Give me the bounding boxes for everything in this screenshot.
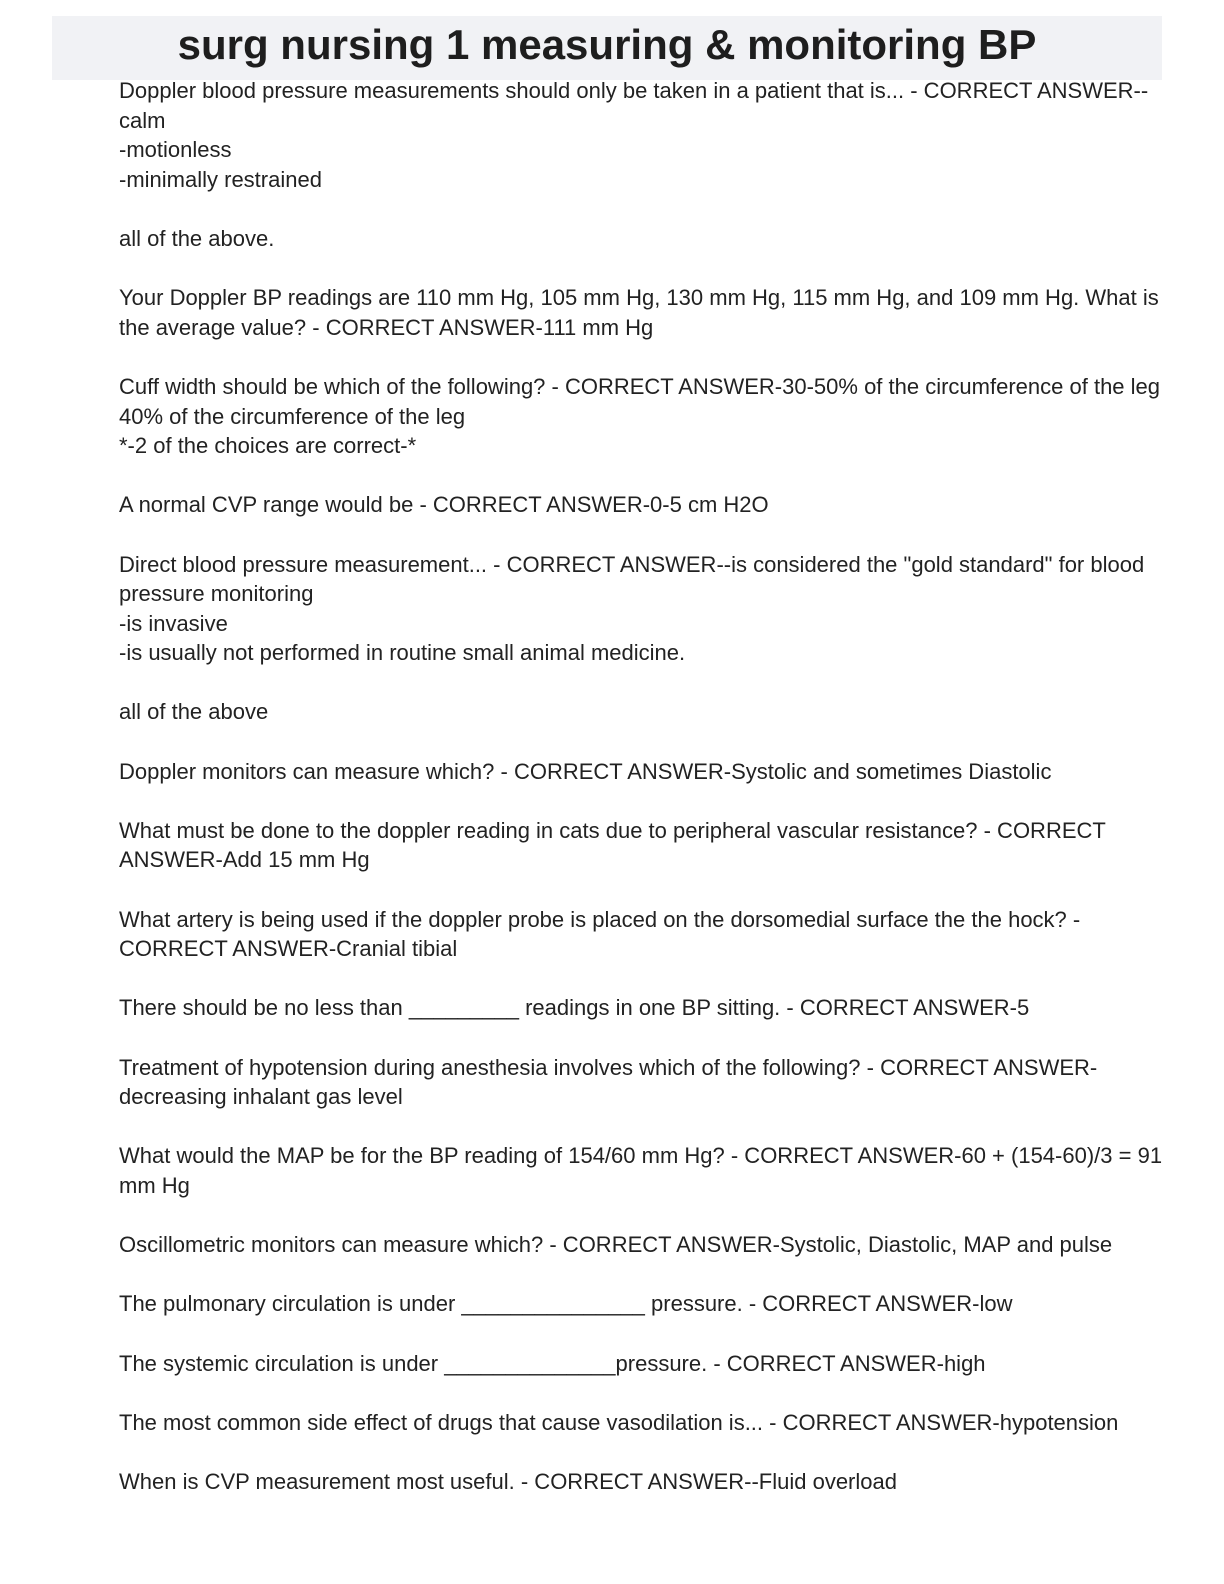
qa-paragraph: all of the above. bbox=[119, 225, 275, 251]
qa-paragraph: Your Doppler BP readings are 110 mm Hg, 105 mm Hg, 130 mm Hg, 115 mm Hg, and 109 mm Hg. What is the average value? - CORRECT ANSWER-111 mm Hg bbox=[119, 285, 1159, 340]
qa-paragraph: A normal CVP range would be - CORRECT ANSWER-0-5 cm H2O bbox=[119, 492, 769, 518]
qa-paragraph: Doppler blood pressure measurements should only be taken in a patient that is... - CORRECT ANSWER--calm -motionless -minimally restrained bbox=[119, 78, 1149, 192]
qa-paragraph: Direct blood pressure measurement... - CORRECT ANSWER--is considered the "gold standard" for blood pressure monitoring -is invasive -is usually not performed in routine small animal medicine. bbox=[119, 551, 1145, 666]
qa-paragraph: What artery is being used if the doppler probe is placed on the dorsomedial surface the the hock? - CORRECT ANSWER-Cranial tibial bbox=[119, 906, 1081, 962]
qa-paragraph: The most common side effect of drugs that cause vasodilation is... - CORRECT ANSWER-hypotension bbox=[119, 1409, 1119, 1435]
page-title: surg nursing 1 measuring & monitoring BP bbox=[177, 21, 1037, 68]
qa-paragraph: The systemic circulation is under ______________pressure. - CORRECT ANSWER-high bbox=[119, 1350, 986, 1376]
qa-paragraph: all of the above bbox=[119, 699, 269, 725]
title-banner bbox=[52, 16, 1162, 80]
qa-paragraph: What would the MAP be for the BP reading of 154/60 mm Hg? - CORRECT ANSWER-60 + (154-60)/3 = 91 mm Hg bbox=[119, 1143, 1163, 1198]
qa-paragraph: There should be no less than _________ readings in one BP sitting. - CORRECT ANSWER-5 bbox=[119, 995, 1030, 1021]
qa-paragraph: Doppler monitors can measure which? - CORRECT ANSWER-Systolic and sometimes Diastolic bbox=[119, 758, 1052, 784]
qa-paragraph: Cuff width should be which of the following? - CORRECT ANSWER-30-50% of the circumference of the leg 40% of the circumference of the leg *-2 of the choices are correct-* bbox=[119, 373, 1161, 459]
qa-content bbox=[119, 76, 1164, 1526]
qa-paragraph: What must be done to the doppler reading in cats due to peripheral vascular resistance? - CORRECT ANSWER-Add 15 mm Hg bbox=[119, 817, 1106, 873]
qa-paragraph: The pulmonary circulation is under _______________ pressure. - CORRECT ANSWER-low bbox=[119, 1291, 1013, 1317]
qa-paragraph: Oscillometric monitors can measure which? - CORRECT ANSWER-Systolic, Diastolic, MAP and pulse bbox=[119, 1232, 1113, 1258]
qa-paragraph: Treatment of hypotension during anesthesia involves which of the following? - CORRECT ANSWER-decreasing inhalant gas level bbox=[119, 1054, 1098, 1110]
qa-paragraph: When is CVP measurement most useful. - CORRECT ANSWER--Fluid overload bbox=[119, 1468, 897, 1494]
